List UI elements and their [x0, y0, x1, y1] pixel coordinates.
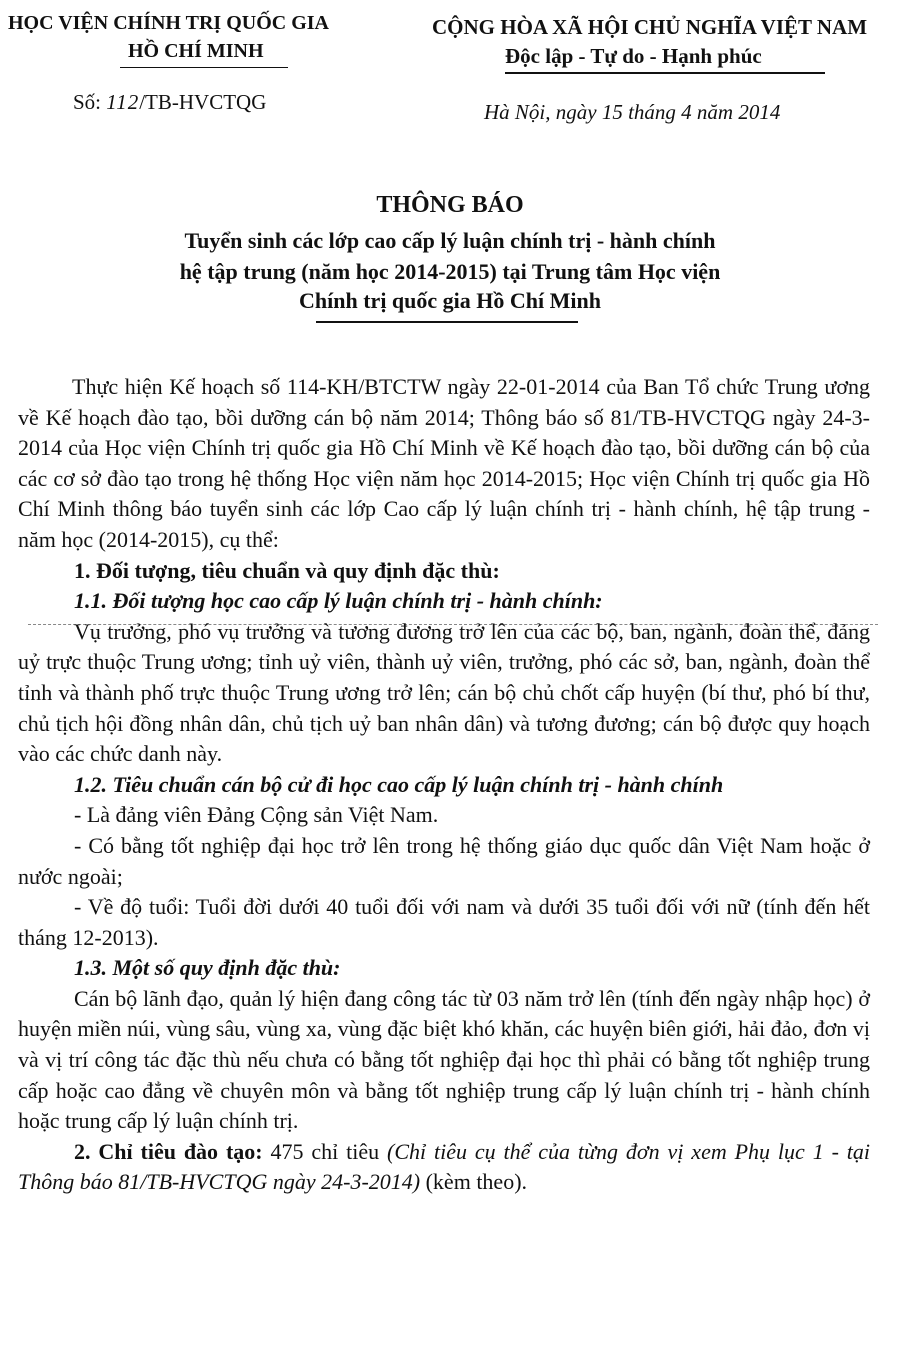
- national-title: CỘNG HÒA XÃ HỘI CHỦ NGHĨA VIỆT NAM: [432, 15, 868, 39]
- document-number-prefix: Số:: [73, 90, 102, 114]
- date-day: 15: [601, 100, 623, 124]
- section-1-3-heading: 1.3. Một số quy định đặc thù:: [74, 955, 341, 981]
- document-number-suffix: /TB-HVCTQG: [139, 90, 267, 114]
- issuing-organization: HỌC VIỆN CHÍNH TRỊ QUỐC GIA: [8, 12, 329, 34]
- section-1-2-item-2: - Có bằng tốt nghiệp đại học trở lên trong hệ thống giáo dục quốc dân Việt Nam hoặc ở nước ngoài;: [18, 832, 870, 889]
- national-motto: Độc lập - Tự do - Hạnh phúc: [505, 44, 762, 68]
- section-1-2-heading: 1.2. Tiêu chuẩn cán bộ cử đi học cao cấp lý luận chính trị - hành chính: [74, 771, 724, 797]
- section-1-1-text: Vụ trưởng, phó vụ trưởng và tương đương trở lên của các bộ, ban, ngành, đoàn thể, đảng uỷ trực thuộc Trung ương; tỉnh uỷ viên, thành uỷ viên, trưởng, phó các sở, ban, ngành, đoàn thể tỉnh và thành phố trực thuộc Trung ương trở lên; cán bộ chủ chốt cấp huyện (bí thư, phó bí thư, chủ tịch hội đồng nhân dân, chủ tịch uỷ ban nhân dân) và tương đương; cán bộ được quy hoạch vào các chức danh này.: [18, 618, 870, 767]
- section-2-tail: (kèm theo).: [425, 1169, 528, 1195]
- date-year: năm 2014: [696, 100, 781, 124]
- document-number: [73, 90, 266, 115]
- title-line-2: hệ tập trung (năm học 2014-2015) tại Trung tâm Học viện: [179, 259, 721, 284]
- section-1-2-item-1: - Là đảng viên Đảng Cộng sản Việt Nam.: [74, 802, 439, 828]
- section-2-paragraph: [18, 1137, 870, 1198]
- document-heading: THÔNG BÁO: [376, 192, 524, 218]
- title-underline: [316, 321, 578, 323]
- document-number-handwritten: 112: [106, 90, 140, 114]
- title-line-1: Tuyển sinh các lớp cao cấp lý luận chính trị - hành chính: [184, 228, 716, 253]
- section-2-heading: 2. Chỉ tiêu đào tạo:: [74, 1138, 263, 1164]
- document-body: [18, 372, 870, 1198]
- section-1-heading: 1. Đối tượng, tiêu chuẩn và quy định đặc thù:: [74, 557, 500, 583]
- date-month: 4: [681, 100, 692, 124]
- section-1-2-item-3: - Về độ tuổi: Tuổi đời dưới 40 tuổi đối với nam và dưới 35 tuổi đối với nữ (tính đến hết tháng 12-2013).: [18, 894, 870, 950]
- intro-paragraph: Thực hiện Kế hoạch số 114-KH/BTCTW ngày 22-01-2014 của Ban Tổ chức Trung ương về Kế hoạch đào tạo, bồi dưỡng cán bộ năm 2014; Thông báo số 81/TB-HVCTQG ngày 24-3-2014 của Học viện Chính trị quốc gia Hồ Chí Minh về Kế hoạch đào tạo, bồi dưỡng cán bộ của các cơ sở đào tạo trong hệ thống Học viện năm học 2014-2015; Học viện Chính trị quốc gia Hồ Chí Minh thông báo tuyển sinh các lớp Cao cấp lý luận chính trị - hành chính, hệ tập trung - năm học (2014-2015), cụ thể:: [18, 374, 870, 552]
- section-1-3-text: Cán bộ lãnh đạo, quản lý hiện đang công tác từ 03 năm trở lên (tính đến ngày nhập học) ở huyện miền núi, vùng sâu, vùng xa, vùng đặc biệt khó khăn, các huyện biên giới, hải đảo, đơn vị và vị trí công tác đặc thù nếu chưa có bằng tốt nghiệp đại học thì phải có bằng tốt nghiệp trung cấp hoặc cao đẳng về chuyên môn và bằng tốt nghiệp trung cấp lý luận chính trị - hành chính hoặc trung cấp lý luận chính trị.: [18, 985, 870, 1134]
- date-month-label: tháng: [628, 100, 676, 124]
- date-prefix: Hà Nội, ngày: [484, 100, 597, 124]
- title-line-3: Chính trị quốc gia Hồ Chí Minh: [299, 288, 601, 313]
- motto-underline: [505, 72, 825, 74]
- section-2-note: (Chỉ tiêu cụ thể của từng đơn vị xem Phụ lục 1 - tại Thông báo 81/TB-HVCTQG ngày 24-3-2014): [18, 1138, 871, 1195]
- section-2-value: 475 chỉ tiêu: [270, 1138, 380, 1164]
- issue-date: [484, 100, 780, 125]
- section-1-1-heading: 1.1. Đối tượng học cao cấp lý luận chính trị - hành chính:: [74, 588, 603, 614]
- issuing-organization-city: HỒ CHÍ MINH: [128, 40, 264, 62]
- org-underline: [120, 67, 288, 68]
